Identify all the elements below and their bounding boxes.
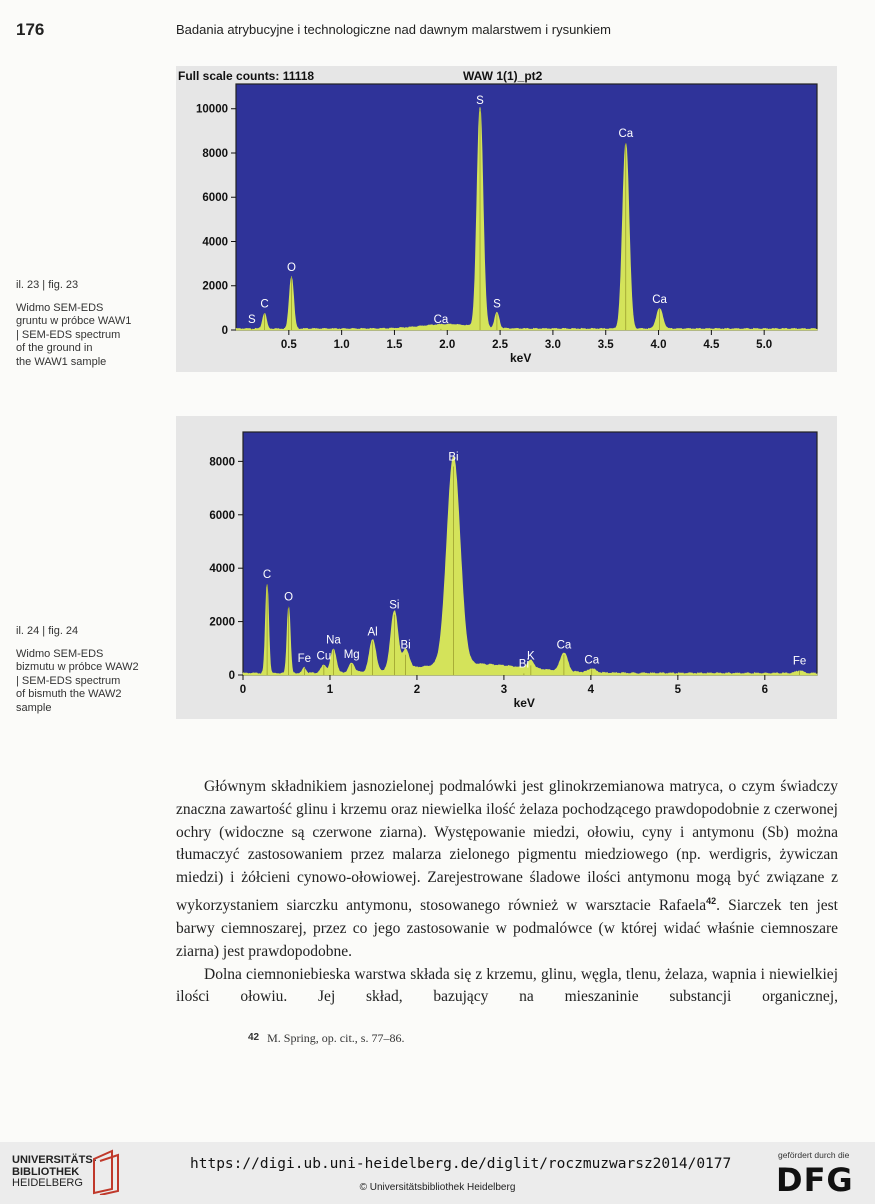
figure-caption-24 [16,625,156,715]
paragraph-text: . Siarczek ten jest barwy ciemnoszarej, przez co jego zastosowanie w podmalówce (w której widać właśnie ciemnoszare ziarna) jest prawdopodobne. [176,897,838,960]
y-tick-label: 8000 [209,456,235,469]
paragraph-text: Głównym składnikiem jasnozielonej podmalówki jest glinokrzemianowa matryca, o czym świadczy znaczna zawartość glinu i krzemu oraz niewielka ilość żelaza pochodzącego prawdopodobnie z czerwonej ochry (widoczne są czerwone ziarna). Występowanie miedzi, ołowiu, cyny i antymonu (Sb) można tłumaczyć zastosowaniem przez malarza zielonego pigmentu miedziowego (np. werdigris, żywiczan miedzi) i żółcieni cynowo-ołowiowej. Zarejestrowane śladowe ilości antymonu mogą być związane z wykorzystaniem siarczku antymonu, stosowanego również w warsztacie Rafaela [176,778,838,915]
peak-label: S [248,313,256,326]
x-tick-label: 3.0 [544,339,561,351]
x-tick-label: 4.5 [703,339,720,351]
spectrum-chart-waw2 [176,416,837,719]
peak-label: Mg [343,649,360,662]
footer-bar [0,1142,875,1204]
peak-label: Cu [316,650,332,663]
peak-label: Bi [448,451,459,464]
spectrum-chart-waw1 [176,66,837,372]
y-tick-label: 4000 [202,236,228,249]
peak-label: K [527,650,535,663]
spectrum-svg-waw1 [176,66,837,372]
x-tick-label: 4.0 [650,339,667,351]
dfg-logo: DFG [776,1161,854,1199]
peak-label: C [260,298,269,311]
y-tick-label: 8000 [202,147,228,160]
caption-line: of the ground in [16,342,93,354]
caption-line: | SEM-EDS spectrum [16,328,121,341]
peak-label: Ca [433,313,449,326]
full-scale-counts: Full scale counts: 11118 [178,69,315,83]
institution-name-line: BIBLIOTHEK [12,1165,80,1178]
x-tick-label: 0.5 [280,339,297,351]
funder-note: gefördert durch die [778,1150,850,1160]
peak-label: Al [367,626,378,639]
peak-label: Bi [400,639,411,652]
y-tick-label: 0 [221,325,228,337]
paragraph [176,776,838,964]
x-tick-label: 1.5 [386,339,403,351]
peak-label: O [286,261,296,274]
caption-line: bizmutu w próbce WAW2 [16,661,139,673]
copyright-notice: © Universitätsbibliothek Heidelberg [359,1182,516,1193]
x-tick-label: 3.5 [597,339,614,351]
peak-label: O [284,591,294,604]
y-tick-label: 2000 [209,616,235,629]
caption-line: | SEM-EDS spectrum [16,674,121,687]
x-tick-label: 3 [500,684,508,696]
peak-label: Si [389,599,400,612]
x-axis-label: keV [510,351,532,365]
body-text [176,776,838,1009]
peak-label: Ca [584,654,600,667]
x-axis-label: keV [513,696,535,710]
peak-label: Fe [297,653,312,666]
peak-label: S [476,94,484,107]
institution-name-line: HEIDELBERG [12,1177,83,1189]
peak-label: Ca [652,293,667,306]
figure-caption-23 [16,279,156,369]
y-tick-label: 0 [228,670,235,682]
page-number: 176 [16,20,45,39]
y-tick-label: 6000 [209,509,235,522]
x-tick-label: 4 [587,684,595,696]
figure-label: il. 23 | fig. 23 [16,279,79,291]
footnote-reference[interactable]: 42 [706,895,717,906]
x-tick-label: 5.0 [756,339,773,351]
y-tick-label: 2000 [202,280,228,293]
y-tick-label: 4000 [209,563,235,576]
footnote-text: M. Spring, op. cit., s. 77–86. [267,1031,405,1045]
running-title: Badania atrybucyjne i technologiczne nad dawnym malarstwem i rysunkiem [176,22,611,37]
caption-line: of bismuth the WAW2 [16,688,122,700]
spectrum-svg-waw2 [176,416,837,719]
paragraph-text: Dolna ciemnoniebieska warstwa składa się z krzemu, glinu, węgla, tlenu, żelaza, wapnia i niewielkiej ilości ołowiu. Jej skład, bazujący na mieszaninie substancji organicznej, [176,965,838,1006]
x-tick-label: 5 [674,684,682,696]
peak-label: S [493,298,501,311]
x-tick-label: 2.0 [439,339,456,351]
peak-label: Ca [556,639,572,652]
figure-label: il. 24 | fig. 24 [16,625,79,637]
institution-name-line: UNIVERSITÄTS- [12,1154,97,1166]
chart-title: WAW 1(1)_pt2 [463,69,543,83]
peak-label: Ca [618,128,634,141]
y-tick-label: 6000 [202,192,228,205]
document-url-link[interactable]: https://digi.ub.uni-heidelberg.de/diglit/roczmuzwarsz2014/0177 [190,1156,732,1172]
caption-line: the WAW1 sample [16,355,107,368]
y-tick-label: 10000 [196,103,228,116]
x-tick-label: 1 [326,684,334,696]
x-tick-label: 6 [761,684,769,696]
peak-label: C [262,568,272,581]
x-tick-label: 2.5 [492,339,509,351]
caption-line: sample [16,701,52,714]
caption-line: Widmo SEM-EDS [16,647,104,660]
peak-label: Fe [792,655,807,668]
paragraph [176,964,838,1010]
x-tick-label: 1.0 [333,339,350,351]
footnote-number: 42 [248,1032,260,1043]
footnote [248,1031,404,1046]
plot-area [236,84,817,330]
caption-line: Widmo SEM-EDS [16,301,104,314]
x-tick-label: 2 [413,684,421,696]
x-tick-label: 0 [239,684,247,696]
peak-label: Bi [518,658,530,671]
caption-line: gruntu w próbce WAW1 [16,315,132,327]
peak-label: Na [326,634,341,647]
